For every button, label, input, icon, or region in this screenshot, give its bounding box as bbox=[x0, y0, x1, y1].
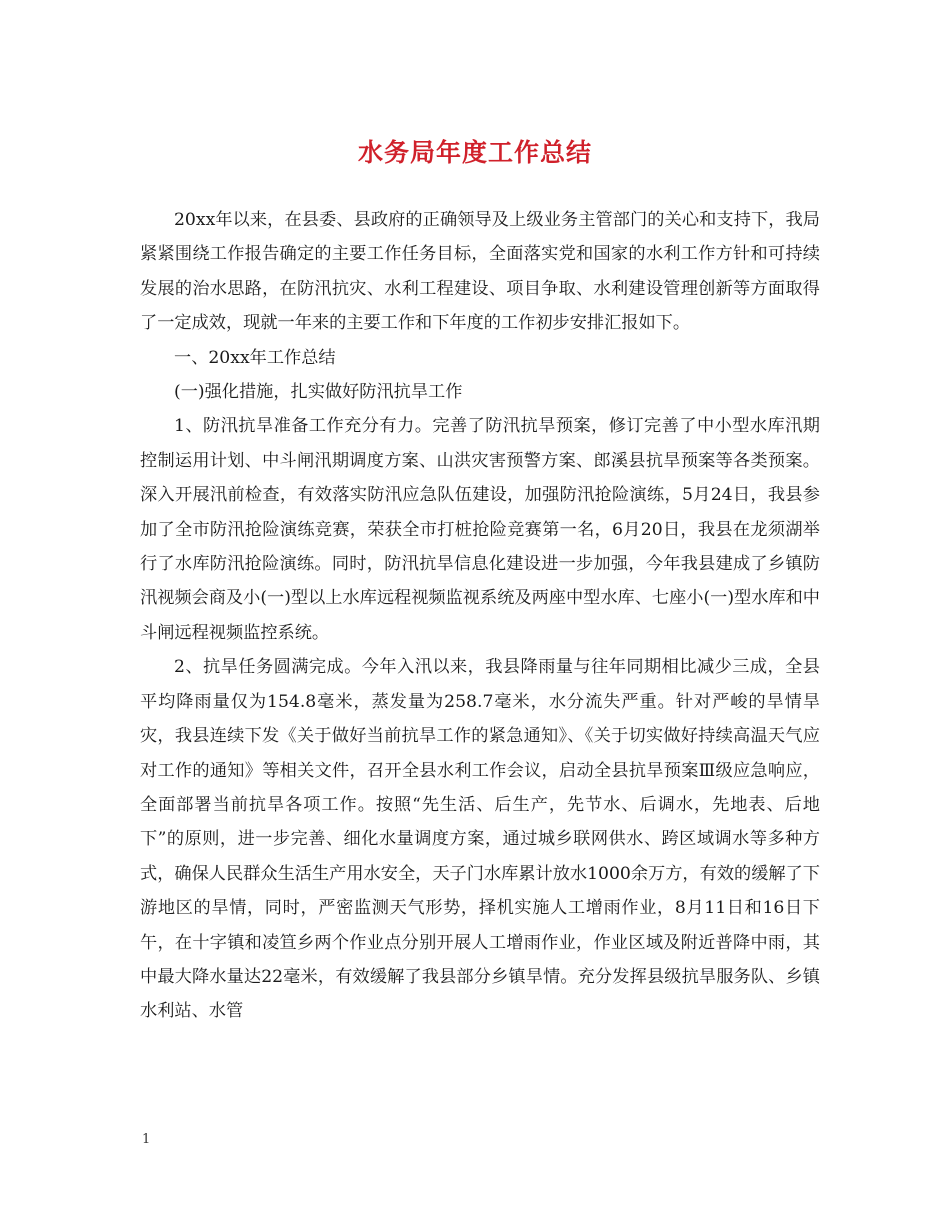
body-paragraph: 1、防汛抗旱准备工作充分有力。完善了防汛抗旱预案，修订完善了中小型水库汛期控制运用计划、中斗闸汛期调度方案、山洪灾害预警方案、郎溪县抗旱预案等各类预案。深入开展汛前检查，有效落实防汛应急队伍建设，加强防汛抢险演练，5月24日，我县参加了全市防汛抢险演练竞赛，荣获全市打桩抢险竞赛第一名，6月20日，我县在龙须湖举行了水库防汛抢险演练。同时，防汛抗旱信息化建设进一步加强，今年我县建成了乡镇防汛视频会商及小(一)型以上水库远程视频监视系统及两座中型水库、七座小(一)型水库和中斗闸远程视频监控系统。 bbox=[140, 416, 820, 643]
body-paragraph: 2、抗旱任务圆满完成。今年入汛以来，我县降雨量与往年同期相比减少三成，全县平均降雨量仅为154.8毫米，蒸发量为258.7毫米，水分流失严重。针对严峻的旱情旱灾，我县连续下发《关于做好当前抗旱工作的紧急通知》、《关于切实做好持续高温天气应对工作的通知》等相关文件，召开全县水利工作会议，启动全县抗旱预案Ⅲ级应急响应，全面部署当前抗旱各项工作。按照“先生活、后生产，先节水、后调水，先地表、后地下”的原则，进一步完善、细化水量调度方案，通过城乡联网供水、跨区域调水等多种方式，确保人民群众生活生产用水安全，天子门水库累计放水1000余万方，有效的缓解了下游地区的旱情，同时，严密监测天气形势，择机实施人工增雨作业，8月11日和16日下午，在十字镇和凌笪乡两个作业点分别开展人工增雨作业，作业区域及附近普降中雨，其中最大降水量达22毫米，有效缓解了我县部分乡镇旱情。充分发挥县级抗旱服务队、乡镇水利站、水管 bbox=[140, 657, 820, 1022]
page-number: 1 bbox=[142, 1132, 151, 1147]
section-heading: 一、20xx年工作总结 bbox=[174, 347, 336, 368]
document-title: 水务局年度工作总结 bbox=[357, 138, 592, 167]
subsection-heading: (一)强化措施，扎实做好防汛抗旱工作 bbox=[174, 382, 463, 403]
intro-paragraph: 20xx年以来，在县委、县政府的正确领导及上级业务主管部门的关心和支持下，我局紧紧围绕工作报告确定的主要工作任务目标，全面落实党和国家的水利工作方针和可持续发展的治水思路，在防汛抗灾、水利工程建设、项目争取、水利建设管理创新等方面取得了一定成效，现就一年来的主要工作和下年度的工作初步安排汇报如下。 bbox=[140, 210, 820, 334]
document-body bbox=[140, 203, 820, 1029]
